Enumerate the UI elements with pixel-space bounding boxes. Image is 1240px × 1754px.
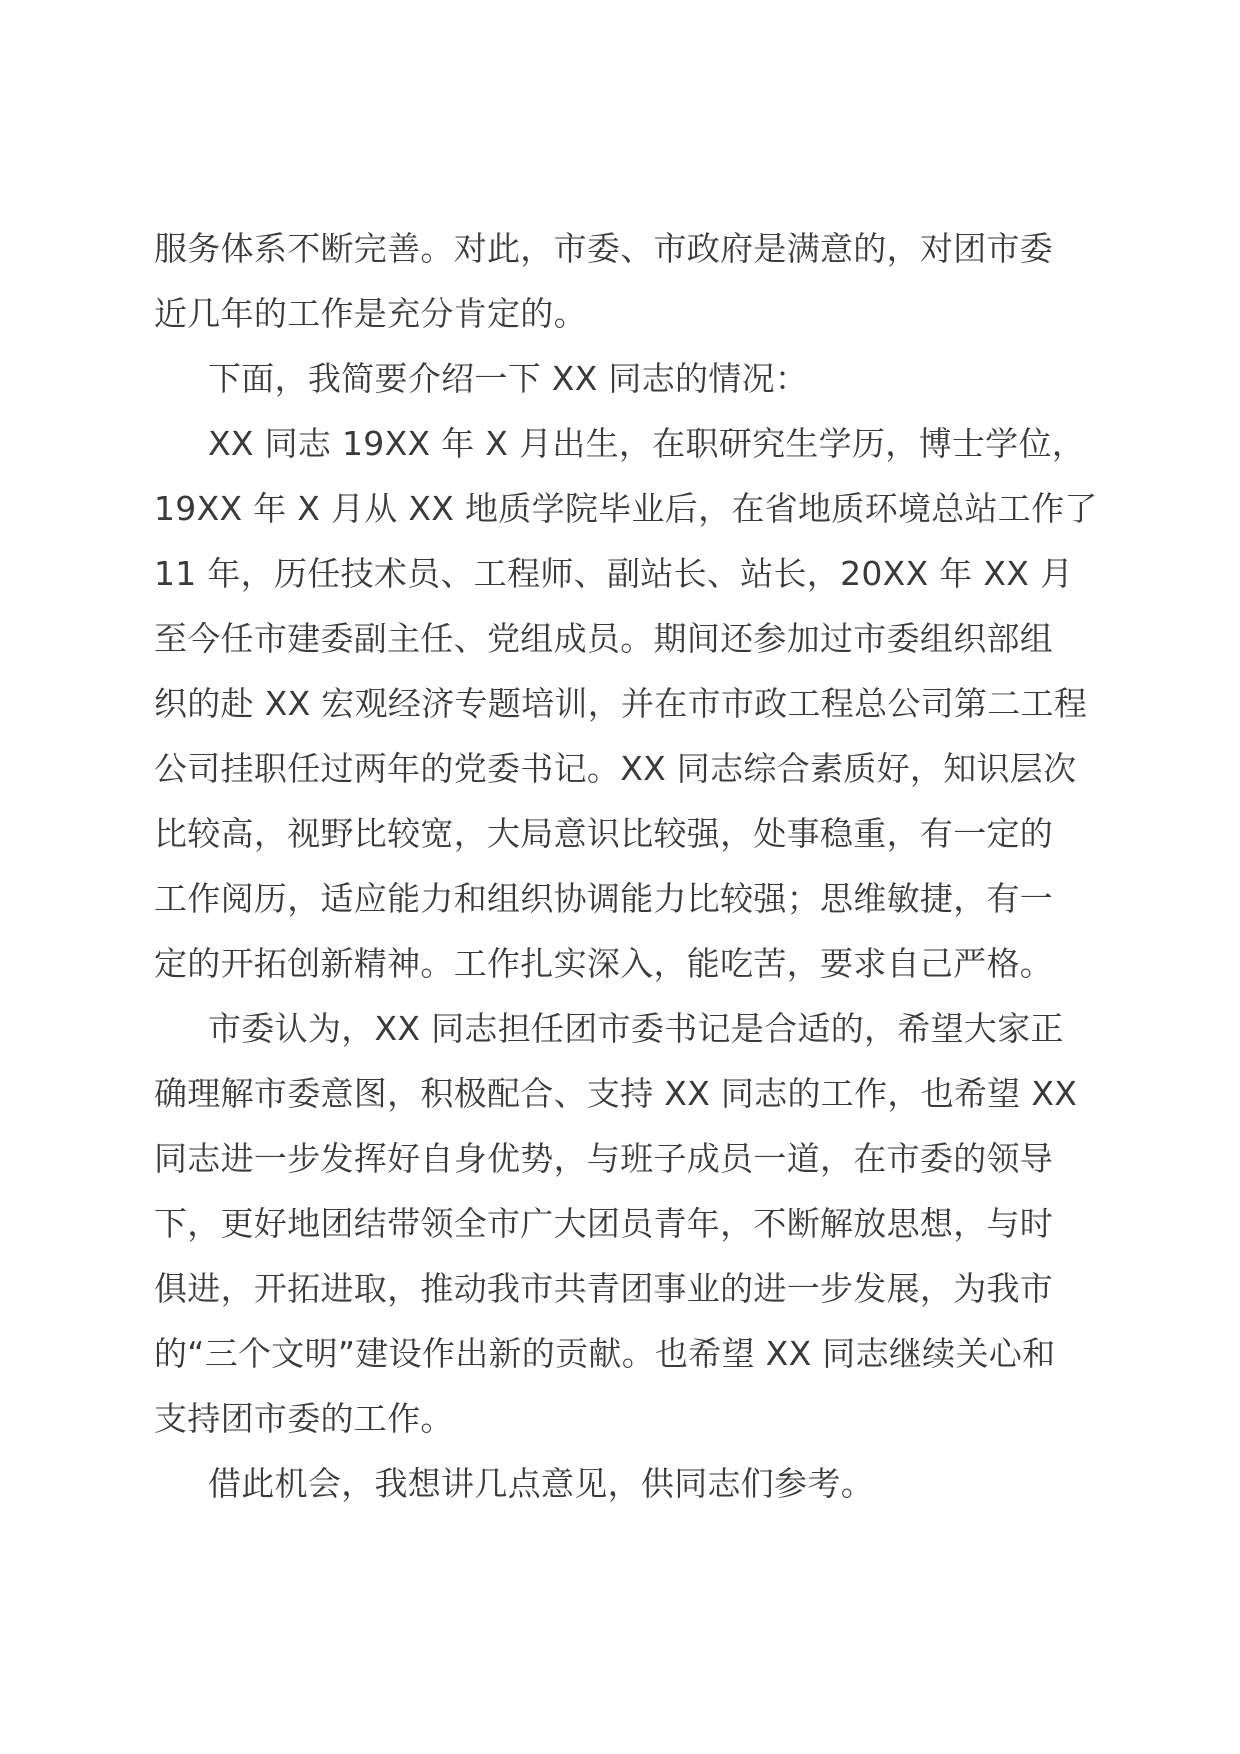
- text-line: 定的开拓创新精神。工作扎实深入，能吃苦，要求自己严格。: [154, 944, 1054, 983]
- document-body: [154, 216, 1100, 1516]
- text-line: 服务体系不断完善。对此，市委、市政府是满意的，对团市委: [154, 229, 1054, 268]
- paragraph-opinion: [154, 996, 1100, 1451]
- text-line: 11 年，历任技术员、工程师、副站长、站长，20XX 年 XX 月: [154, 554, 1074, 593]
- text-line: 下，更好地团结带领全市广大团员青年，不断解放思想，与时: [154, 1204, 1054, 1243]
- paragraph-continuation: [154, 216, 1100, 346]
- text-line: 支持团市委的工作。: [154, 1399, 454, 1438]
- paragraph-closing: [154, 1451, 1100, 1516]
- text-line: 下面，我简要介绍一下 XX 同志的情况：: [208, 359, 809, 398]
- paragraph-intro: [154, 346, 1100, 411]
- text-line: 比较高，视野比较宽，大局意识比较强，处事稳重，有一定的: [154, 814, 1054, 853]
- text-line: 近几年的工作是充分肯定的。: [154, 294, 587, 333]
- text-line: XX 同志 19XX 年 X 月出生，在职研究生学历，博士学位，: [208, 424, 1086, 463]
- text-line: 公司挂职任过两年的党委书记。XX 同志综合素质好，知识层次: [154, 749, 1077, 788]
- paragraph-profile: [154, 411, 1100, 996]
- text-line: 的“三个文明”建设作出新的贡献。也希望 XX 同志继续关心和: [154, 1334, 1056, 1373]
- text-line: 同志进一步发挥好自身优势，与班子成员一道，在市委的领导: [154, 1139, 1054, 1178]
- text-line: 19XX 年 X 月从 XX 地质学院毕业后，在省地质环境总站工作了: [154, 489, 1098, 528]
- text-line: 织的赴 XX 宏观经济专题培训，并在市市政工程总公司第二工程: [154, 684, 1088, 723]
- text-line: 借此机会，我想讲几点意见，供同志们参考。: [208, 1464, 874, 1503]
- text-line: 至今任市建委副主任、党组成员。期间还参加过市委组织部组: [154, 619, 1054, 658]
- text-line: 市委认为，XX 同志担任团市委书记是合适的，希望大家正: [208, 1009, 1064, 1048]
- text-line: 确理解市委意图，积极配合、支持 XX 同志的工作，也希望 XX: [154, 1074, 1078, 1113]
- text-line: 工作阅历，适应能力和组织协调能力比较强；思维敏捷，有一: [154, 879, 1054, 918]
- text-line: 俱进，开拓进取，推动我市共青团事业的进一步发展，为我市: [154, 1269, 1054, 1308]
